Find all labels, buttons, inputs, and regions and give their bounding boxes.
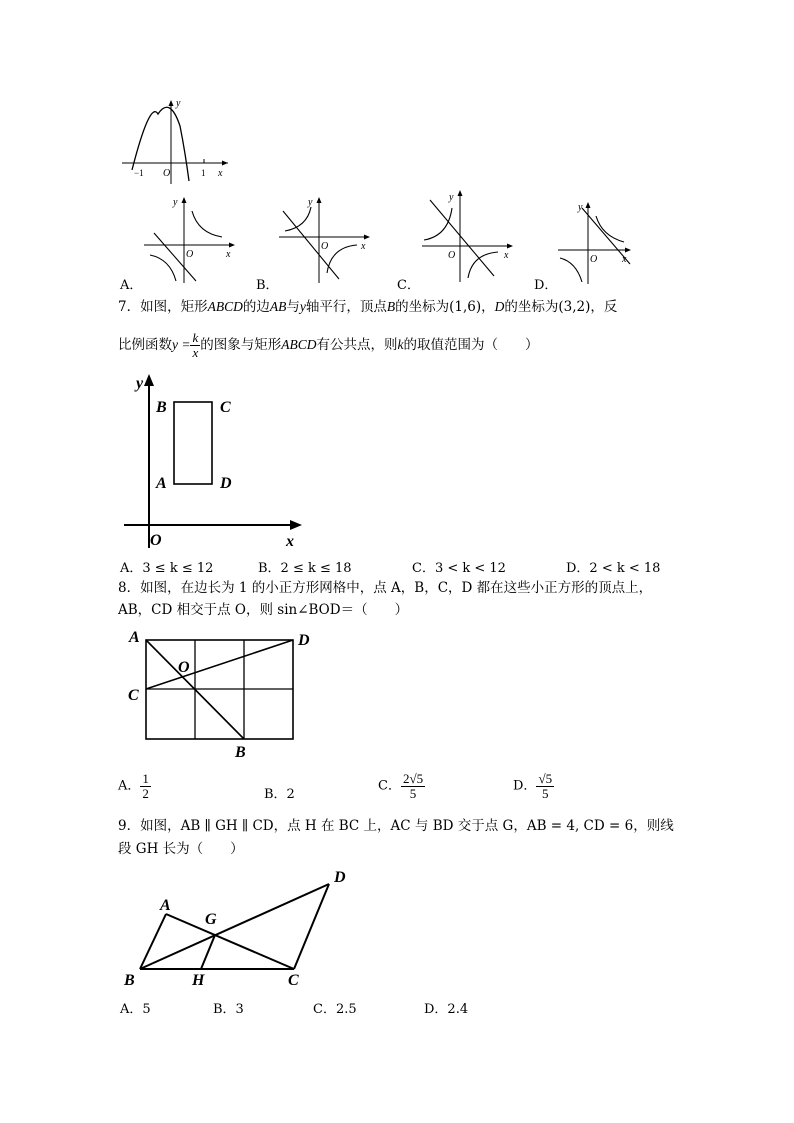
q8-stem-line1: 8．如图，在边长为 1 的小正方形网格中，点 A，B，C，D 都在这些小正方形的顶点上， — [118, 580, 653, 596]
q7-label-b: B — [156, 399, 167, 416]
q7-option-b: B．2 ≤ k ≤ 18 — [258, 561, 352, 576]
q9-option-d: D．2.4 — [424, 1002, 469, 1017]
svg-text:O: O — [186, 249, 194, 260]
q6-parabola-figure — [120, 96, 232, 188]
q6-option-a: A． — [120, 278, 143, 293]
q7-stem-line1: 7．如图，矩形ABCD的边AB与y轴平行，顶点B的坐标为(1,6)，D的坐标为(3,2)，反 — [118, 299, 618, 315]
q6-origin-label: O — [163, 168, 171, 179]
q8-option-a: A． $\frac{1}{2}$ — [118, 771, 149, 801]
svg-text:O: O — [321, 241, 329, 252]
svg-text:O: O — [448, 250, 456, 261]
q8-label-d: D — [298, 632, 310, 649]
q7-rectangle-figure — [118, 370, 308, 550]
q8-label-a: A — [129, 629, 140, 646]
q7-option-a: A．3 ≤ k ≤ 12 — [120, 561, 214, 576]
q9-stem-line2: 段 GH 长为（ ） — [118, 841, 244, 857]
q6-x-label: x — [218, 168, 223, 179]
q8-label-b: B — [235, 744, 246, 761]
svg-text:y: y — [173, 197, 178, 208]
q9-option-b: B．3 — [213, 1002, 244, 1017]
q8-label-o: O — [178, 659, 190, 676]
q6-option-d-figure — [556, 200, 636, 286]
q7-x-label: x — [286, 533, 294, 550]
q9-label-b: B — [124, 972, 135, 989]
q7-option-c: C．3 < k < 12 — [412, 561, 506, 576]
q7-y-label: y — [136, 375, 144, 392]
q7-origin-label: O — [150, 532, 162, 549]
q8-label-c: C — [128, 687, 139, 704]
q7-label-d: D — [220, 475, 232, 492]
q9-label-g: G — [205, 911, 217, 928]
q6-option-a-figure — [140, 193, 240, 285]
q6-one-label: 1 — [201, 168, 206, 178]
q8-option-b: B．2 — [264, 787, 295, 802]
q7-option-d: D．2 < k < 18 — [566, 561, 661, 576]
q9-stem-line1: 9．如图，AB ∥ GH ∥ CD，点 H 在 BC 上，AC 与 BD 交于点 G，AB = 4, CD = 6，则线 — [118, 818, 674, 834]
q6-neg-one-label: −1 — [134, 168, 144, 178]
svg-text:x: x — [361, 241, 366, 252]
q6-option-c-figure — [418, 188, 518, 284]
svg-text:O: O — [590, 254, 598, 265]
q6-option-d: D． — [534, 278, 558, 293]
q9-label-h: H — [192, 972, 205, 989]
q7-label-c: C — [220, 399, 231, 416]
svg-text:y: y — [449, 192, 454, 203]
q9-option-a: A．5 — [120, 1002, 151, 1017]
q6-option-c: C． — [397, 278, 420, 293]
q8-option-d: D． $\frac{√5}{5}$ — [513, 771, 553, 801]
q8-option-c: C． $\frac{2√5}{5}$ — [378, 771, 424, 801]
q6-y-label: y — [176, 98, 181, 109]
q9-option-c: C．2.5 — [313, 1002, 357, 1017]
q7-label-a: A — [156, 475, 167, 492]
q8-stem-line2: AB，CD 相交于点 O，则 sin∠BOD＝（ ） — [118, 602, 409, 618]
svg-text:x: x — [226, 249, 231, 260]
svg-text:x: x — [504, 250, 509, 261]
q9-label-a: A — [160, 897, 171, 914]
q6-option-b-figure — [275, 193, 375, 285]
q7-stem-line2: 比例函数y = $\frac{k}{x}$ 的图象与矩形ABCD有公共点，则k的取值范围为（ ） — [118, 330, 539, 360]
q8-grid-figure — [124, 626, 324, 762]
q9-label-c: C — [288, 972, 299, 989]
q9-trapezoid-figure — [118, 862, 358, 990]
svg-text:x: x — [622, 254, 627, 265]
svg-text:y: y — [308, 197, 313, 208]
q6-option-b: B． — [256, 278, 279, 293]
q9-label-d: D — [334, 869, 346, 886]
svg-text:y: y — [578, 202, 583, 213]
